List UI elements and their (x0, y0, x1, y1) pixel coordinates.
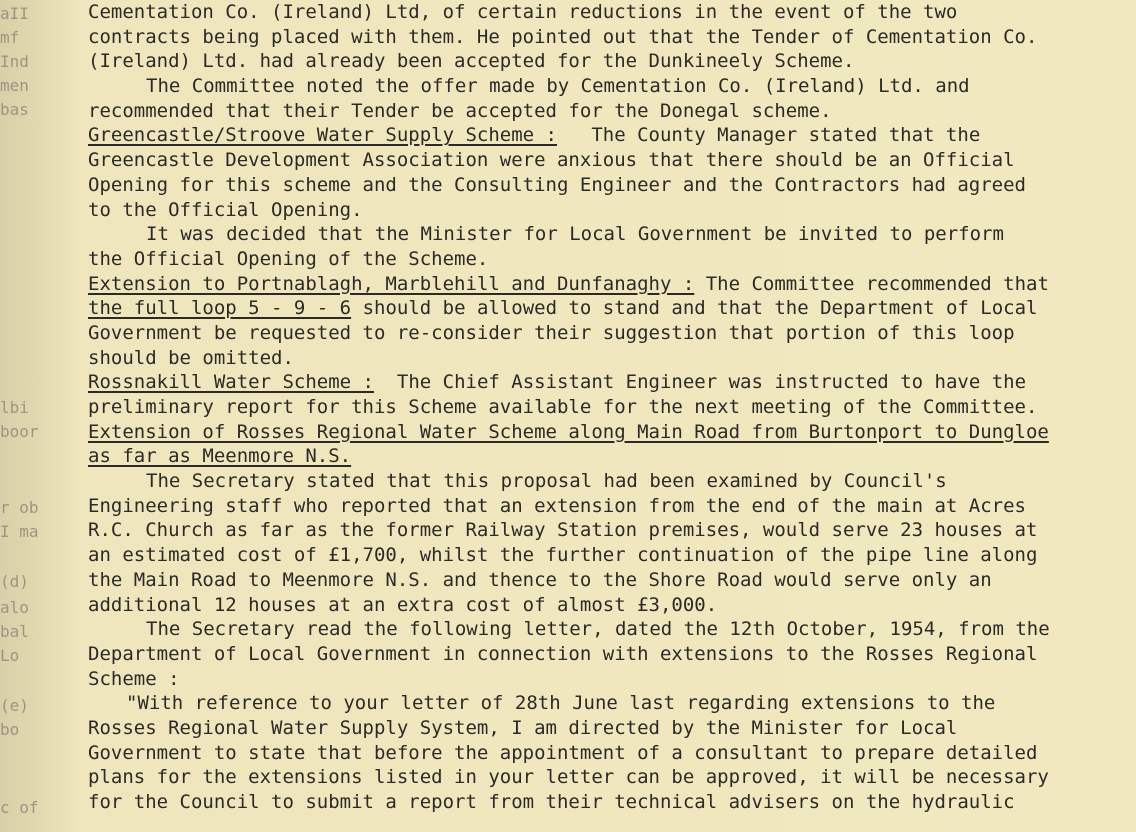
margin-fragment: c of (0, 798, 39, 817)
text-line (88, 123, 1136, 148)
text-line: Engineering staff who reported that an extension from the end of the main at Acres (88, 494, 1026, 517)
quoted-letter-line: for the Council to submit a report from their technical advisers on the hydraulic (88, 791, 1015, 813)
text-line: The Committee noted the offer made by Cementation Co. (Ireland) Ltd. and (146, 75, 970, 98)
text-line: The Secretary stated that this proposal had been examined by Council's (146, 470, 947, 493)
margin-fragment: boor (0, 422, 39, 441)
text-line: Opening for this scheme and the Consulting Engineer and the Contractors had agreed (88, 173, 1026, 196)
text-line-continuation: The County Manager stated that the (591, 124, 981, 147)
margin-fragment: bal (0, 622, 29, 641)
margin-fragment: mf (0, 28, 20, 47)
adjacent-page-margin (0, 0, 80, 832)
margin-fragment: (d) (0, 572, 29, 591)
text-line: Scheme : (88, 667, 180, 690)
text-line-continuation: The Committee recommended that (705, 272, 1049, 295)
section-heading-rossnakill: Rossnakill Water Scheme : (88, 371, 374, 394)
text-line: the Main Road to Meenmore N.S. and thence to the Shore Road would serve only an (88, 568, 992, 591)
text-line (88, 272, 1136, 297)
text-line: Department of Local Government in connection with extensions to the Rosses Regional (88, 642, 1038, 665)
text-line: Government be requested to re-consider their suggestion that portion of this loop (88, 321, 1015, 344)
text-line: The Secretary read the following letter, dated the 12th October, 1954, from the (146, 618, 1050, 641)
typewritten-minutes (88, 0, 1136, 815)
text-line (88, 444, 1136, 469)
margin-fragment: men (0, 76, 29, 95)
text-line: additional 12 houses at an extra cost of almost £3,000. (88, 593, 718, 616)
text-line (88, 370, 1136, 395)
text-line: preliminary report for this Scheme available for the next meeting of the Committee. (88, 396, 1038, 418)
margin-fragment: bo (0, 720, 20, 739)
margin-fragment: Ind (0, 52, 29, 71)
text-line-continuation: The Chief Assistant Engineer was instructed to have the (396, 371, 1027, 394)
margin-fragment: Lo (0, 646, 20, 665)
margin-fragment: alo (0, 598, 29, 617)
section-heading-greencastle: Greencastle/Stroove Water Supply Scheme : (88, 124, 557, 147)
margin-fragment: aII (0, 4, 29, 23)
margin-fragment: lbi (0, 398, 29, 417)
margin-fragment: (e) (0, 696, 29, 715)
section-heading-portnablagh: Extension to Portnablagh, Marblehill and Dunfanaghy : (88, 272, 695, 295)
quoted-letter-line: Government to state that before the appointment of a consultant to prepare detailed (88, 741, 1038, 764)
text-line (88, 420, 1136, 445)
quoted-letter-line: plans for the extensions listed in your letter can be approved, it will be necessary (88, 766, 1049, 789)
text-line: R.C. Church as far as the former Railway Station premises, would serve 23 houses at (88, 519, 1038, 542)
quoted-letter-line: "With reference to your letter of 28th June last regarding extensions to the (126, 692, 996, 715)
text-line: an estimated cost of £1,700, whilst the further continuation of the pipe line along (88, 544, 1038, 567)
margin-fragment: r ob (0, 498, 39, 517)
text-line: Cementation Co. (Ireland) Ltd, of certain reductions in the event of the two (88, 1, 958, 23)
text-line: recommended that their Tender be accepted for the Donegal scheme. (88, 99, 832, 122)
loop-reference: the full loop 5 - 9 - 6 (88, 297, 352, 320)
margin-fragment: I ma (0, 522, 39, 541)
text-line: contracts being placed with them. He pointed out that the Tender of Cementation Co. (88, 25, 1038, 48)
text-line-continuation: should be allowed to stand and that the Department of Local (362, 297, 1038, 320)
text-line (88, 296, 1136, 321)
quoted-letter-line: Rosses Regional Water Supply System, I am directed by the Minister for Local (88, 716, 958, 739)
section-heading-rosses-extension: Extension of Rosses Regional Water Scheme along Main Road from Burtonport to Dungloe (88, 420, 1049, 443)
text-line: Greencastle Development Association were anxious that there should be an Official (88, 149, 1015, 172)
text-line: should be omitted. (88, 346, 294, 369)
text-line: the Official Opening of the Scheme. (88, 247, 489, 270)
section-heading-rosses-extension-cont: as far as Meenmore N.S. (88, 445, 352, 468)
text-line: to the Official Opening. (88, 198, 363, 221)
margin-fragment: bas (0, 100, 29, 119)
text-line: (Ireland) Ltd. had already been accepted for the Dunkineely Scheme. (88, 50, 855, 73)
text-line: It was decided that the Minister for Local Government be invited to perform (146, 223, 1004, 246)
